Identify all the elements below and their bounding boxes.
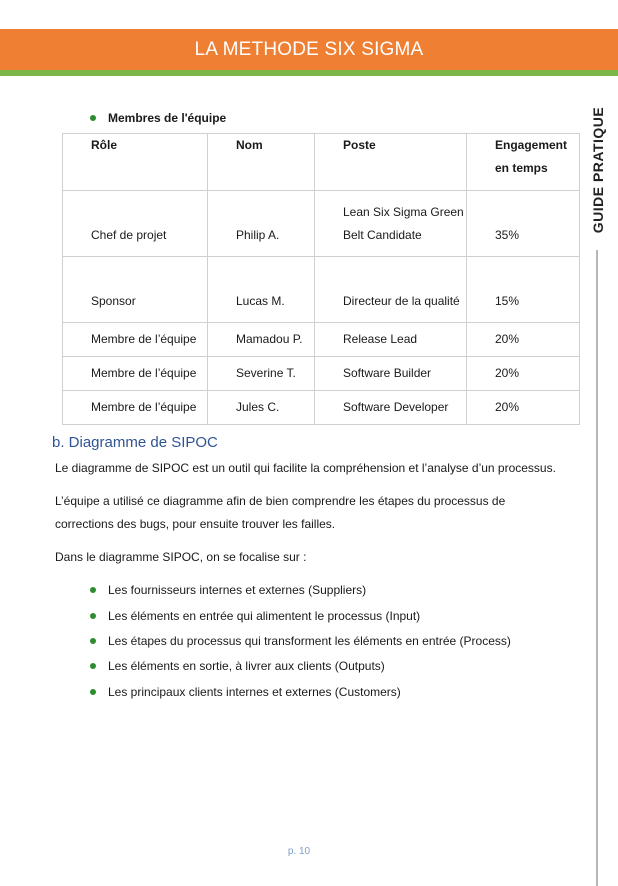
table-cell: 20%	[467, 357, 580, 391]
table-cell: Membre de l’équipe	[63, 357, 208, 391]
side-label	[586, 105, 610, 235]
page-header-title: LA METHODE SIX SIGMA	[194, 39, 424, 60]
table-cell: Membre de l’équipe	[63, 323, 208, 357]
list-item: Les principaux clients internes et externes (Customers)	[108, 685, 401, 699]
table-row	[63, 323, 580, 357]
bullet-icon	[90, 638, 96, 644]
table-header-cell: Poste	[315, 134, 467, 191]
table-cell: Lean Six Sigma Green Belt Candidate	[315, 191, 467, 257]
bullet-icon	[90, 663, 96, 669]
paragraph: L’équipe a utilisé ce diagramme afin de bien comprendre les étapes du processus de	[55, 494, 506, 508]
table-header-cell: Rôle	[63, 134, 208, 191]
table-row	[63, 191, 580, 257]
table-cell: Software Developer	[315, 391, 467, 425]
table-cell: Mamadou P.	[208, 323, 315, 357]
table-cell: Chef de projet	[63, 191, 208, 257]
table-header-row	[63, 134, 580, 191]
side-rule	[596, 250, 598, 886]
bullet-icon	[90, 587, 96, 593]
bullet-icon	[90, 613, 96, 619]
section-title: b. Diagramme de SIPOC	[52, 434, 218, 451]
table-cell: Severine T.	[208, 357, 315, 391]
table-cell: Directeur de la qualité	[315, 257, 467, 323]
page-number: p. 10	[287, 846, 311, 857]
table-cell: Lucas M.	[208, 257, 315, 323]
table-cell: Membre de l’équipe	[63, 391, 208, 425]
side-label-text: GUIDE PRATIQUE	[590, 106, 606, 234]
table-cell: 15%	[467, 257, 580, 323]
table-cell: Philip A.	[208, 191, 315, 257]
table-cell: Jules C.	[208, 391, 315, 425]
paragraph: Dans le diagramme SIPOC, on se focalise sur :	[55, 550, 307, 564]
table-row	[63, 391, 580, 425]
bullet-icon	[90, 115, 96, 121]
table-row	[63, 257, 580, 323]
table-cell: 35%	[467, 191, 580, 257]
table-cell: Software Builder	[315, 357, 467, 391]
table-cell: 20%	[467, 391, 580, 425]
list-item: Les éléments en entrée qui alimentent le processus (Input)	[108, 609, 421, 623]
table-header-cell: Engagement en temps	[467, 134, 580, 191]
table-cell: Sponsor	[63, 257, 208, 323]
paragraph: Le diagramme de SIPOC est un outil qui facilite la compréhension et l’analyse d’un processus.	[55, 461, 556, 475]
table-header-cell: Nom	[208, 134, 315, 191]
table-cell: 20%	[467, 323, 580, 357]
list-item: Les éléments en sortie, à livrer aux clients (Outputs)	[108, 659, 385, 673]
bullet-icon	[90, 689, 96, 695]
list-item: Les fournisseurs internes et externes (Suppliers)	[108, 583, 367, 597]
team-table	[62, 133, 580, 425]
header-accent-stripe	[0, 70, 618, 76]
team-members-label: Membres de l'équipe	[108, 111, 227, 125]
paragraph: corrections des bugs, pour ensuite trouver les failles.	[55, 517, 336, 531]
list-item: Les étapes du processus qui transforment les éléments en entrée (Process)	[108, 634, 511, 648]
table-cell: Release Lead	[315, 323, 467, 357]
table-row	[63, 357, 580, 391]
